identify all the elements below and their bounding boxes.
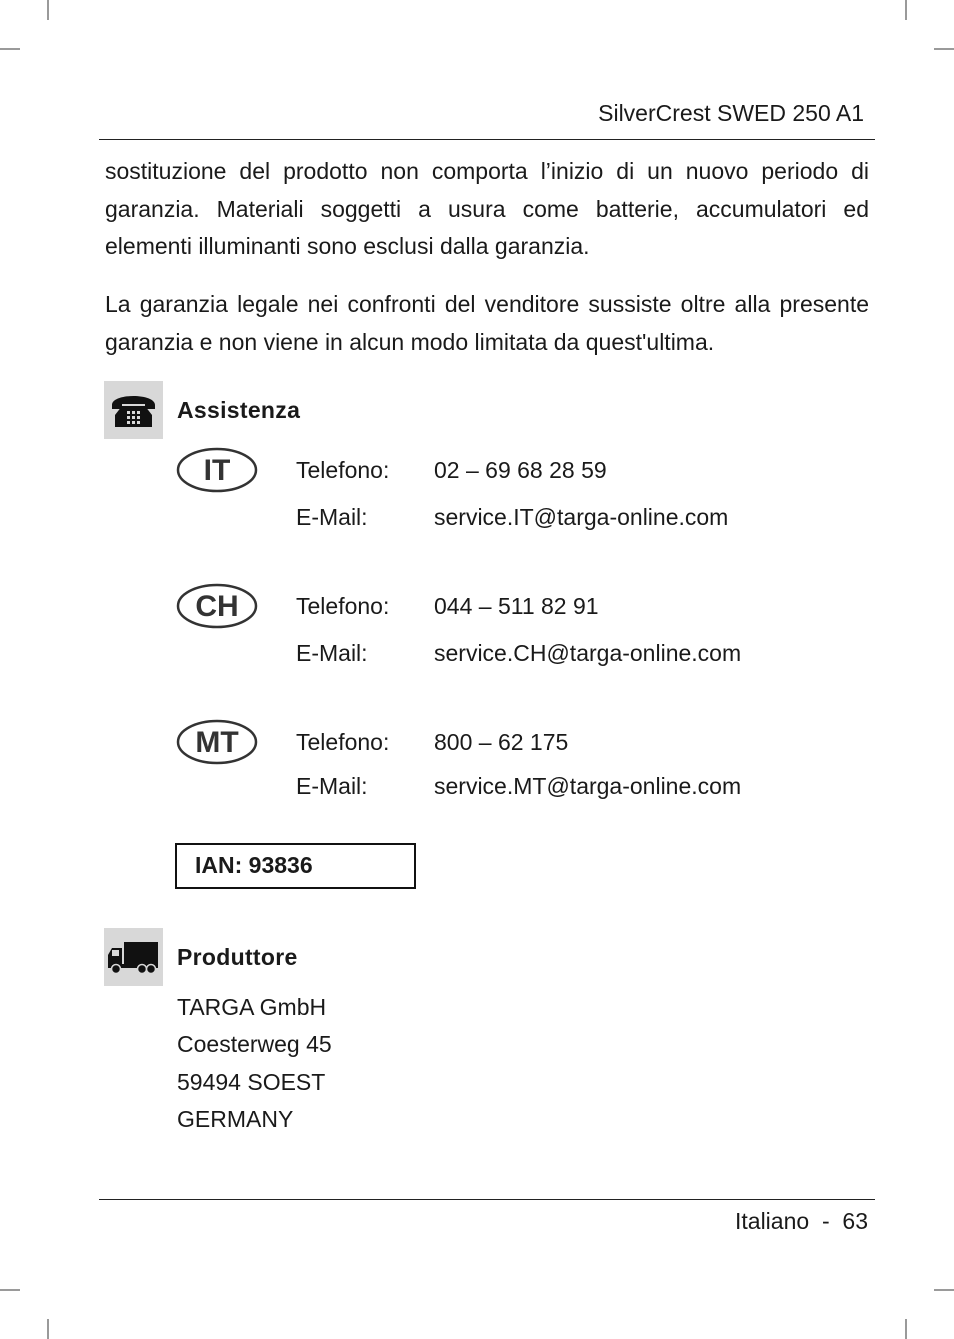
crop-mark <box>0 1289 20 1291</box>
email-address-mt[interactable]: service.MT@targa-online.com <box>434 773 742 799</box>
footer-language: Italiano <box>735 1208 810 1234</box>
address-street: Coesterweg 45 <box>177 1031 332 1057</box>
crop-mark <box>905 1319 907 1339</box>
country-code-mt: MT <box>195 726 239 759</box>
address-city: 59494 SOEST <box>177 1069 326 1095</box>
address-company: TARGA GmbH <box>177 994 327 1020</box>
crop-mark <box>0 48 20 50</box>
crop-mark <box>47 0 49 20</box>
phone-number-ch: 044 – 511 82 91 <box>434 593 599 619</box>
footer-divider <box>99 1199 875 1200</box>
warranty-paragraph-1: sostituzione del prodotto non comporta l’inizio di un nuovo periodo di garanzia. Materiali soggetti a usura come batterie, accumulatori ed elementi illuminanti sono esclusi dalla garanzia. <box>105 158 869 259</box>
phone-number-it: 02 – 69 68 28 59 <box>434 457 607 483</box>
phone-label-it: Telefono: <box>296 457 390 483</box>
warranty-paragraph-2: La garanzia legale nei confronti del venditore sussiste oltre alla presente garanzia e non viene in alcun modo limitata da quest'ultima. <box>105 291 869 355</box>
phone-label-mt: Telefono: <box>296 729 390 755</box>
email-label-it: E-Mail: <box>296 504 368 530</box>
country-code-it: IT <box>203 454 231 487</box>
produttore-heading: Produttore <box>177 944 298 970</box>
email-address-it[interactable]: service.IT@targa-online.com <box>434 504 729 530</box>
crop-mark <box>47 1319 49 1339</box>
page-footer <box>735 1208 868 1235</box>
country-code-ch: CH <box>195 590 239 623</box>
phone-label-ch: Telefono: <box>296 593 390 619</box>
ian-number: IAN: 93836 <box>195 852 313 878</box>
country-badge-ch <box>176 582 260 630</box>
page-header-title: SilverCrest SWED 250 A1 <box>598 100 864 126</box>
country-badge-it <box>176 446 260 494</box>
telephone-icon <box>104 381 163 439</box>
email-address-ch[interactable]: service.CH@targa-online.com <box>434 640 742 666</box>
country-badge-mt <box>176 718 260 766</box>
truck-icon <box>104 928 163 986</box>
crop-mark <box>905 0 907 20</box>
header-divider <box>99 139 875 140</box>
phone-number-mt: 800 – 62 175 <box>434 729 569 755</box>
footer-separator: - <box>821 1208 830 1234</box>
email-label-ch: E-Mail: <box>296 640 368 666</box>
address-country: GERMANY <box>177 1106 294 1132</box>
crop-mark <box>934 1289 954 1291</box>
crop-mark <box>934 48 954 50</box>
assistenza-heading: Assistenza <box>177 397 301 423</box>
email-label-mt: E-Mail: <box>296 773 368 799</box>
ian-box <box>175 843 416 889</box>
page-number: 63 <box>842 1208 868 1234</box>
